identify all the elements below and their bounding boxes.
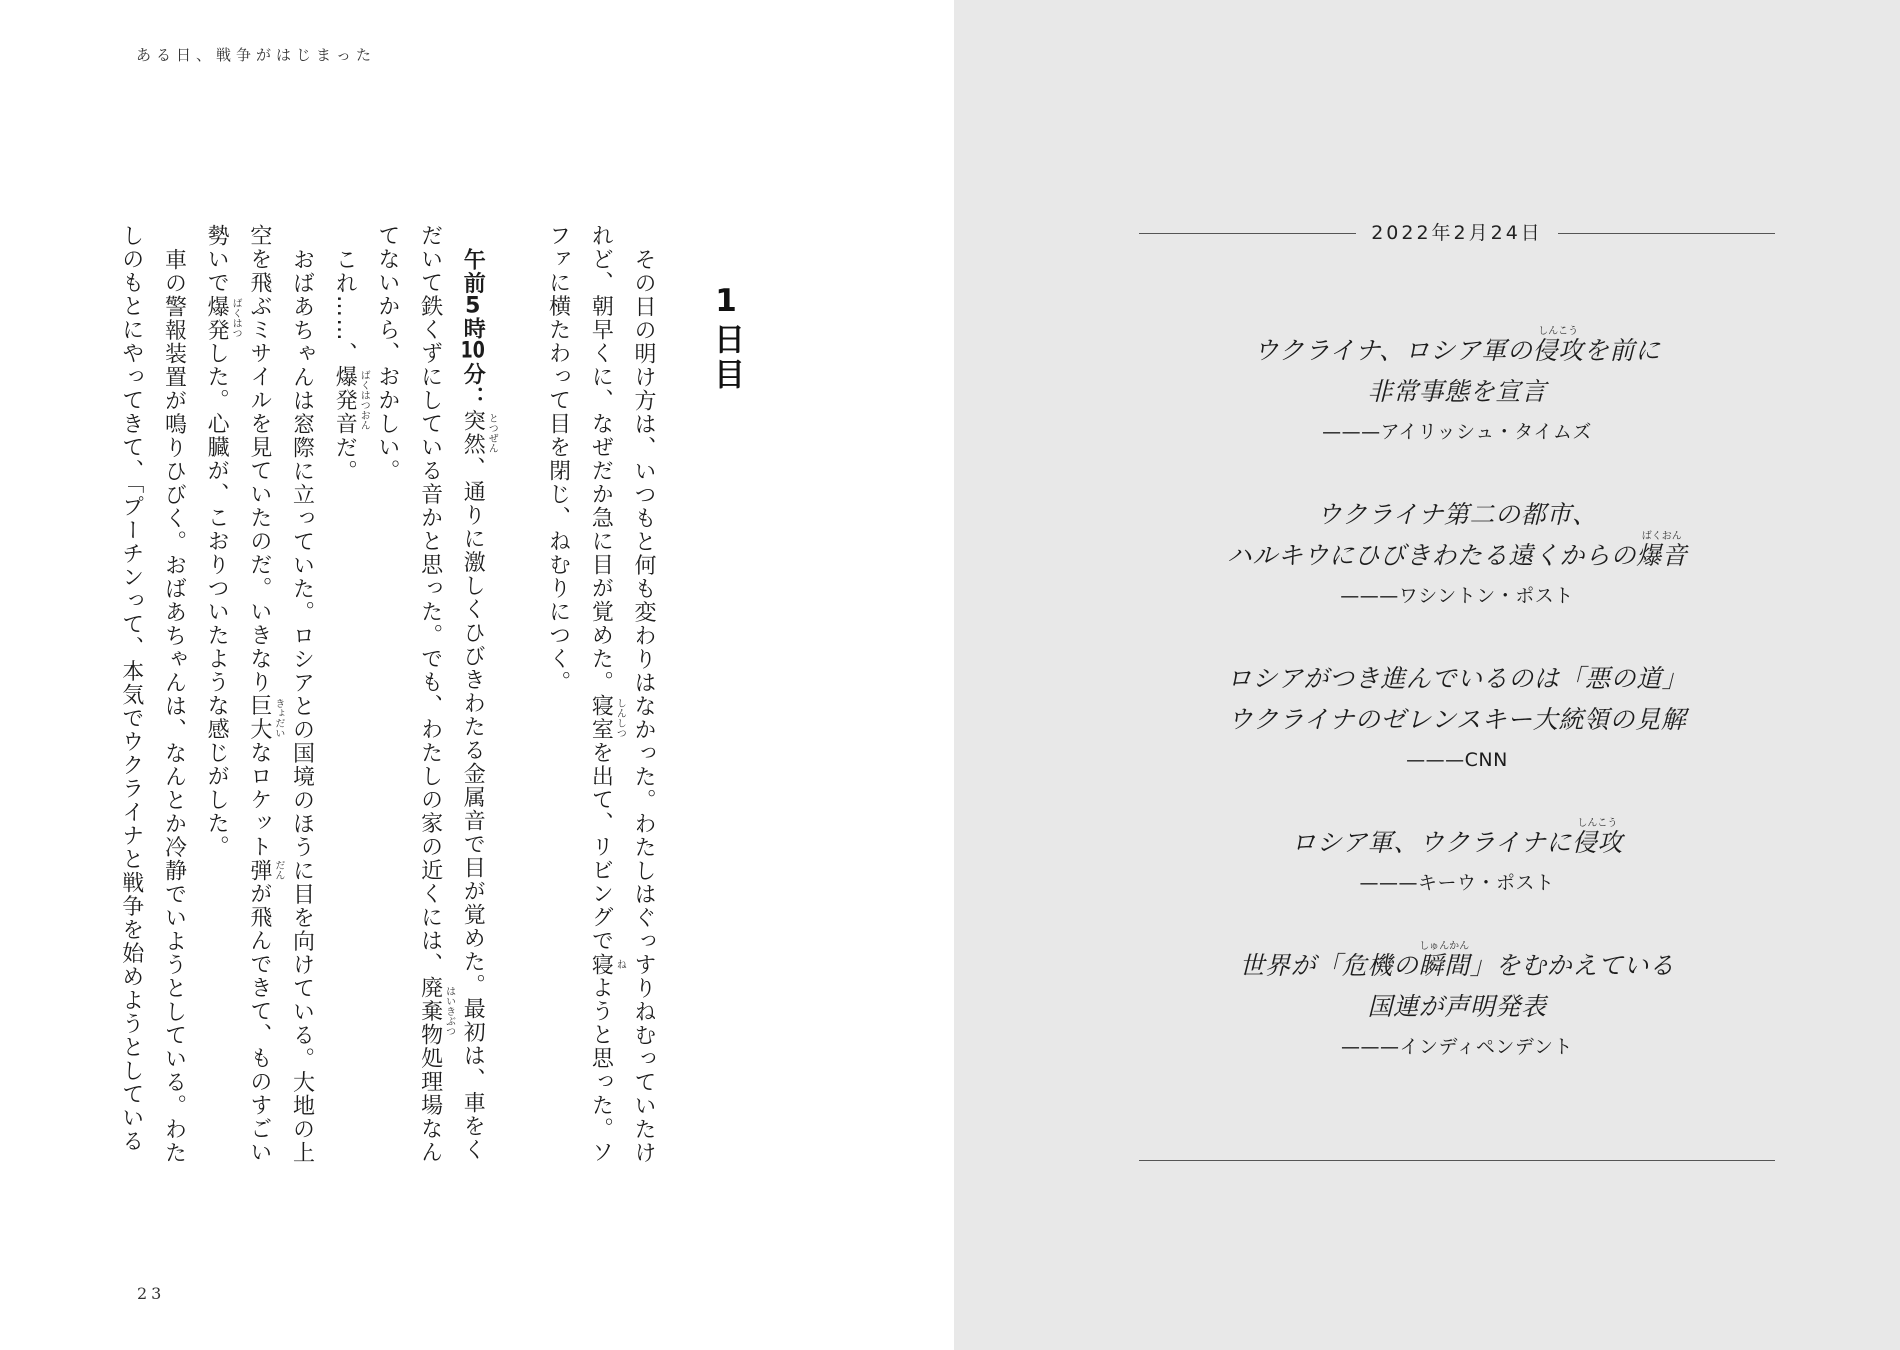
text-run: 非常事態を宣言	[1367, 377, 1547, 406]
text-run: 処理場なん	[417, 1046, 443, 1164]
ruby-reading: きょだい	[272, 697, 284, 738]
body-text	[108, 224, 664, 1174]
headline-text	[1139, 658, 1775, 699]
ruby-reading: しんこう	[1538, 326, 1579, 337]
text-column	[408, 224, 455, 1174]
ruby-group	[417, 976, 455, 1047]
headline-source: ———ワシントン・ポスト	[1340, 585, 1574, 607]
ruby-base: 爆発音	[332, 365, 358, 436]
ruby-reading: しんこう	[1577, 818, 1618, 829]
time-label: 午前	[460, 247, 486, 295]
ruby-reading: だん	[272, 860, 284, 881]
headline-block	[1139, 326, 1775, 453]
ruby-group	[1418, 941, 1470, 980]
text-column	[237, 224, 284, 1174]
headline-text	[1139, 494, 1775, 535]
text-run: 空を飛ぶミサイルを見ていたのだ。いきなり	[246, 224, 272, 694]
text-run: その日の明け方は、いつもと何も変わりはなかった。わたしはぐっすりねむっていたけ	[631, 247, 656, 1164]
ruby-group	[1571, 818, 1624, 857]
headline-block	[1139, 658, 1775, 781]
headline-block	[1139, 941, 1775, 1068]
ruby-reading: ね	[614, 959, 626, 970]
ruby-group	[1636, 531, 1688, 570]
ruby-group	[1532, 326, 1584, 365]
text-run: なロケット	[246, 741, 272, 859]
chapter-title: 1日目	[708, 283, 744, 393]
ruby-reading: ばくはつ	[230, 298, 242, 338]
divider-line	[1139, 1160, 1775, 1161]
text-column	[152, 224, 195, 1174]
headline-source: ———アイリッシュ・タイムズ	[1322, 421, 1592, 443]
ruby-reading: はいきぶつ	[443, 986, 455, 1037]
time-label: 10	[460, 340, 485, 362]
paragraph	[194, 224, 322, 1174]
page-number: 23	[137, 1284, 166, 1303]
text-run: 」をむかえている	[1469, 951, 1675, 980]
ruby-base: 爆音	[1636, 541, 1688, 570]
ruby-reading: ばくおん	[1641, 531, 1682, 542]
text-column	[621, 224, 664, 1174]
paragraph	[109, 224, 194, 1174]
text-run: 国連が声明発表	[1367, 992, 1547, 1021]
text-column	[579, 224, 626, 1174]
text-run: しのもとにやってきて、「プーチンって、本気でウクライナと戦争を始めようとしている	[118, 224, 144, 1153]
paragraph	[365, 224, 498, 1174]
ruby-base: 突然	[460, 409, 486, 456]
text-column	[109, 224, 152, 1174]
text-column	[280, 224, 323, 1174]
headline-source: ———CNN	[1406, 749, 1508, 771]
ruby-reading: ばくはつおん	[358, 370, 370, 431]
headline-text	[1139, 531, 1775, 576]
ruby-group	[588, 694, 626, 741]
ruby-group	[204, 294, 242, 342]
text-column	[323, 224, 370, 1174]
headline-text	[1139, 371, 1775, 412]
text-run: てないから、おかしい。	[374, 224, 400, 483]
ruby-base: 寝	[588, 952, 614, 976]
text-run: ロシア軍、ウクライナに	[1290, 828, 1572, 857]
date-label: 2022年2月24日	[1371, 222, 1543, 244]
text-column	[365, 224, 408, 1174]
section-break	[493, 224, 536, 1174]
headline-text	[1139, 818, 1775, 863]
ruby-base: 侵攻	[1571, 828, 1624, 857]
ruby-base: 爆発	[204, 294, 230, 342]
time-label: 分：	[460, 362, 486, 409]
headline-text	[1139, 941, 1775, 986]
divider-line	[1139, 233, 1356, 234]
ruby-reading: しんしつ	[614, 697, 626, 738]
ruby-base: 弾	[246, 858, 272, 882]
right-page	[954, 0, 1900, 1350]
text-run: だ。	[332, 435, 358, 483]
text-column	[451, 224, 498, 1174]
text-run: おばあちゃんは窓際に立っていた。ロシアとの国境のほうに目を向けている。大地の上	[289, 247, 315, 1164]
running-head: ある日、戦争がはじまった	[136, 46, 377, 64]
headline-source: ———インディペンデント	[1340, 1036, 1574, 1058]
headline-text	[1139, 986, 1775, 1027]
ruby-base: 巨大	[246, 694, 272, 741]
time-label: 5	[465, 294, 481, 317]
text-run: 勢いで	[204, 224, 230, 295]
text-run: これ……、	[332, 247, 358, 365]
ruby-base: 侵攻	[1532, 336, 1584, 365]
ruby-reading: しゅんかん	[1419, 941, 1470, 952]
text-run: 、通りに激しくひびきわたる金属音で目が覚めた。最初は、車をく	[460, 456, 486, 1161]
ruby-base: 瞬間	[1418, 951, 1470, 980]
text-column	[536, 224, 579, 1174]
text-run: ロシアがつき進んでいるのは「悪の道」	[1226, 664, 1688, 693]
ruby-group	[332, 365, 370, 436]
text-run: れど、朝早くに、なぜだか急に目が覚めた。	[588, 224, 614, 694]
headline-text	[1139, 326, 1775, 371]
headline-source: ———キーウ・ポスト	[1359, 872, 1555, 894]
headline-block	[1139, 494, 1775, 617]
text-column	[194, 224, 242, 1174]
ruby-base: 寝室	[588, 694, 614, 741]
headline-list	[1139, 326, 1775, 1068]
ruby-reading: とつぜん	[486, 412, 498, 453]
text-run: ようと思った。ソ	[588, 976, 614, 1164]
divider-line	[1558, 233, 1775, 234]
text-run: 世界が「危機の	[1239, 951, 1419, 980]
text-run: した。心臓が、こおりついたような感じがした。	[204, 341, 230, 859]
text-run: が飛んできて、ものすごい	[246, 882, 272, 1164]
text-run: ウクライナ、ロシア軍の	[1253, 336, 1533, 365]
text-run: ファに横たわって目を閉じ、ねむりにつく。	[545, 224, 571, 694]
paragraph	[536, 224, 664, 1174]
text-run: だいて鉄くずにしている音かと思った。でも、わたしの家の近くには、	[417, 224, 443, 976]
date-header	[1139, 221, 1775, 245]
ruby-group	[246, 694, 284, 741]
text-run: 車の警報装置が鳴りひびく。おばあちゃんは、なんとか冷静でいようとしている。わた	[161, 247, 187, 1164]
headline-text	[1139, 699, 1775, 740]
text-run: ウクライナのゼレンスキー大統領の見解	[1227, 705, 1687, 734]
time-label: 時	[460, 316, 486, 340]
ruby-group	[246, 858, 284, 883]
text-run: を前に	[1583, 336, 1661, 365]
ruby-group	[460, 409, 498, 456]
text-run: ハルキウにひびきわたる遠くからの	[1226, 541, 1637, 570]
text-run: ウクライナ第二の都市、	[1316, 500, 1598, 529]
headline-block	[1139, 818, 1775, 904]
ruby-group	[588, 952, 626, 977]
paragraph	[323, 224, 370, 1174]
ruby-base: 廃棄物	[417, 976, 443, 1047]
text-run: を出て、リビングで	[588, 741, 614, 953]
